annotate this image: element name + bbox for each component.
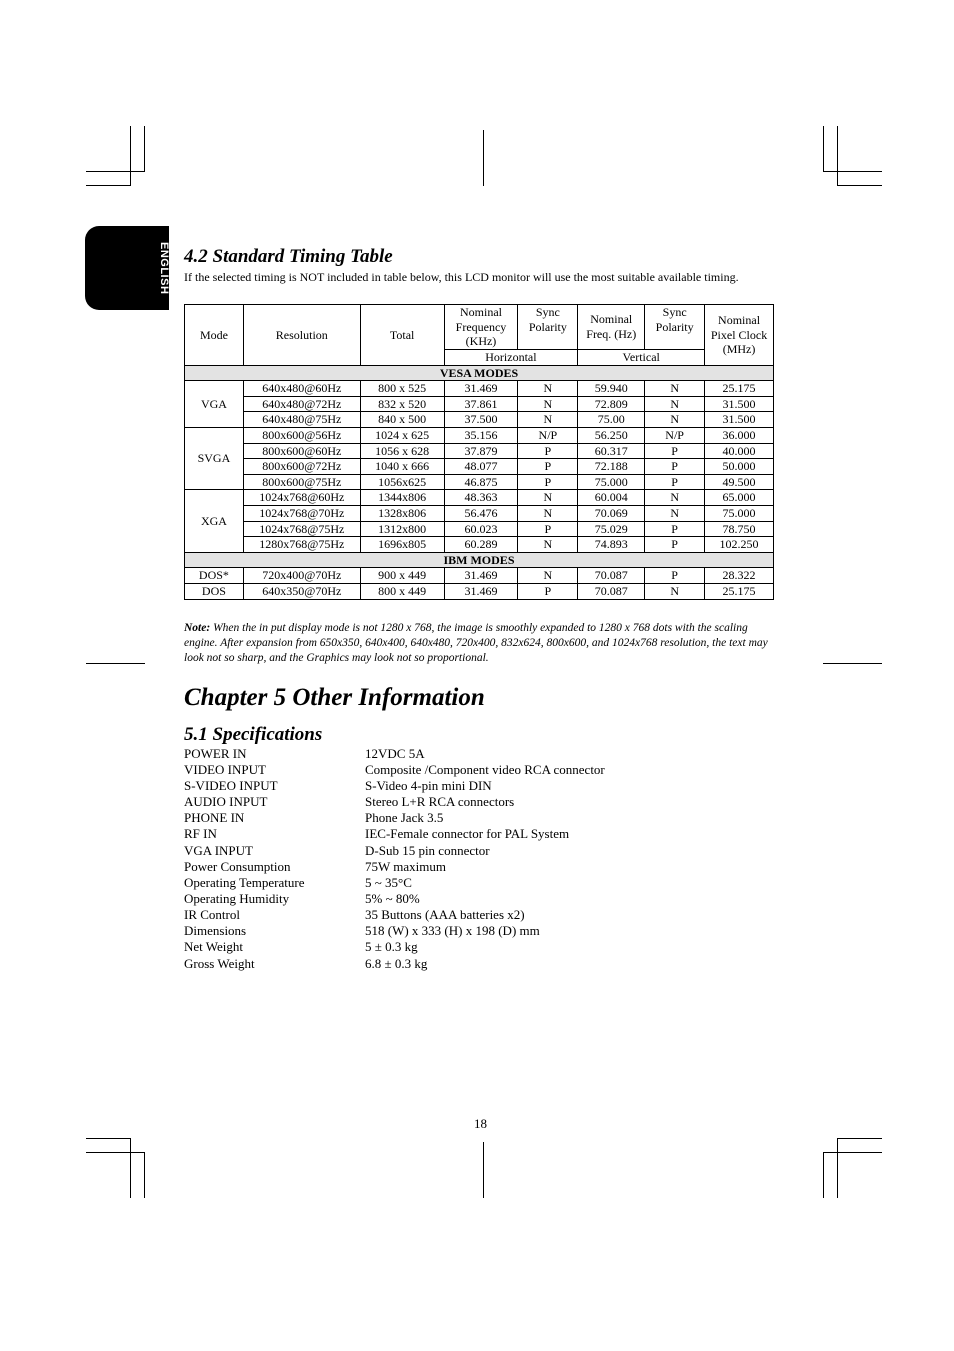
table-cell: N: [645, 381, 705, 397]
table-cell: P: [645, 521, 705, 537]
table-cell: 800x600@60Hz: [243, 443, 360, 459]
table-cell: 31.469: [444, 381, 518, 397]
header-resolution: Resolution: [243, 305, 360, 366]
table-row: [185, 490, 774, 506]
table-cell: 75.029: [578, 521, 645, 537]
page-number: 18: [474, 1116, 487, 1131]
vesa-modes-heading: VESA MODES: [185, 365, 774, 381]
spec-row: [184, 843, 784, 859]
table-cell: 800 x 449: [360, 583, 444, 599]
table-cell: 800 x 525: [360, 381, 444, 397]
table-cell: P: [518, 521, 578, 537]
table-cell: 1696x805: [360, 537, 444, 553]
table-cell: 640x480@72Hz: [243, 396, 360, 412]
spec-row: [184, 762, 784, 778]
table-cell: 1344x806: [360, 490, 444, 506]
table-row: [185, 396, 774, 412]
spec-row: [184, 923, 784, 939]
table-row: [185, 381, 774, 397]
table-cell: 60.004: [578, 490, 645, 506]
header-horizontal: Horizontal: [444, 350, 578, 366]
spec-row: [184, 956, 784, 973]
spec-name: Power Consumption: [184, 858, 291, 874]
table-cell: 46.875: [444, 474, 518, 490]
table-cell: 49.500: [705, 474, 774, 490]
table-cell: 75.000: [578, 474, 645, 490]
table-cell: 75.000: [705, 505, 774, 521]
spec-value: Phone Jack 3.5: [365, 810, 444, 826]
spec-name: Operating Temperature: [184, 874, 305, 890]
table-row: [185, 459, 774, 475]
table-cell: N: [518, 537, 578, 553]
table-cell: N: [518, 505, 578, 521]
table-cell: 1024 x 625: [360, 427, 444, 443]
table-cell: 31.469: [444, 568, 518, 584]
table-cell: 640x350@70Hz: [243, 583, 360, 599]
header-h-sync: Sync Polarity: [518, 305, 578, 350]
table-cell: N: [518, 412, 578, 428]
table-cell: 25.175: [705, 583, 774, 599]
table-cell: 65.000: [705, 490, 774, 506]
spec-value: Composite /Component video RCA connector: [365, 762, 605, 778]
spec-name: Dimensions: [184, 923, 247, 939]
table-cell: N/P: [645, 427, 705, 443]
table-cell: 31.500: [705, 412, 774, 428]
table-cell: 60.023: [444, 521, 518, 537]
table-cell: 59.940: [578, 381, 645, 397]
table-cell: 800x600@75Hz: [243, 474, 360, 490]
table-cell: 1328x806: [360, 505, 444, 521]
table-cell: N: [518, 381, 578, 397]
spec-value: 35 Buttons (AAA batteries x2): [365, 906, 525, 922]
spec-name: Net Weight: [184, 939, 244, 955]
table-row: [185, 583, 774, 599]
spec-row: [184, 875, 784, 891]
header-total: Total: [360, 305, 444, 366]
table-cell: N: [645, 412, 705, 428]
table-cell: P: [518, 459, 578, 475]
table-row: [185, 505, 774, 521]
timing-intro-text: If the selected timing is NOT included in table below, this LCD monitor will use the most suitable available timing.: [184, 270, 739, 284]
table-cell: 60.317: [578, 443, 645, 459]
table-cell: N: [645, 396, 705, 412]
table-cell: 1040 x 666: [360, 459, 444, 475]
mode-cell: DOS: [185, 583, 244, 599]
chapter-title: Chapter 5 Other Information: [184, 684, 485, 711]
table-row: [185, 521, 774, 537]
spec-value: 5% ~ 80%: [365, 890, 420, 906]
table-cell: P: [645, 568, 705, 584]
table-cell: 1024x768@70Hz: [243, 505, 360, 521]
table-row: [185, 537, 774, 553]
spec-row: [184, 939, 784, 956]
spec-value: Stereo L+R RCA connectors: [365, 794, 515, 810]
spec-row: [184, 907, 784, 923]
spec-row: [184, 778, 784, 794]
table-cell: 50.000: [705, 459, 774, 475]
table-cell: 31.469: [444, 583, 518, 599]
table-cell: N: [518, 568, 578, 584]
header-pixel-clock: Nominal Pixel Clock (MHz): [705, 305, 774, 366]
header-h-freq: Nominal Frequency (KHz): [444, 305, 518, 350]
table-cell: 37.500: [444, 412, 518, 428]
spec-name: VIDEO INPUT: [184, 762, 266, 778]
timing-table: [184, 304, 774, 600]
table-cell: 74.893: [578, 537, 645, 553]
table-cell: N: [645, 505, 705, 521]
spec-value: 75W maximum: [365, 858, 447, 874]
note-label: Note:: [184, 622, 211, 634]
table-row: [185, 568, 774, 584]
table-cell: 720x400@70Hz: [243, 568, 360, 584]
table-cell: 1312x800: [360, 521, 444, 537]
table-cell: 800x600@72Hz: [243, 459, 360, 475]
table-cell: 70.087: [578, 583, 645, 599]
table-cell: 31.500: [705, 396, 774, 412]
table-cell: 72.188: [578, 459, 645, 475]
spec-value: D-Sub 15 pin connector: [365, 842, 490, 858]
table-cell: 56.250: [578, 427, 645, 443]
table-cell: N: [645, 583, 705, 599]
table-cell: N: [518, 490, 578, 506]
table-cell: 1024x768@75Hz: [243, 521, 360, 537]
spec-value: 5 ~ 35°C: [365, 874, 412, 890]
mode-cell: DOS*: [185, 568, 244, 584]
table-cell: 102.250: [705, 537, 774, 553]
table-cell: 70.069: [578, 505, 645, 521]
table-cell: 75.00: [578, 412, 645, 428]
spec-value: 6.8 ± 0.3 kg: [365, 955, 428, 971]
spec-row: [184, 746, 784, 762]
spec-row: [184, 891, 784, 907]
table-row: [185, 443, 774, 459]
table-cell: 800x600@56Hz: [243, 427, 360, 443]
header-v-freq: Nominal Freq. (Hz): [578, 305, 645, 350]
mode-cell: VGA: [185, 381, 244, 428]
spec-row: [184, 859, 784, 875]
table-cell: P: [645, 443, 705, 459]
table-cell: 72.809: [578, 396, 645, 412]
table-cell: 40.000: [705, 443, 774, 459]
table-cell: 900 x 449: [360, 568, 444, 584]
ibm-modes-heading: IBM MODES: [185, 552, 774, 568]
table-cell: 832 x 520: [360, 396, 444, 412]
spec-value: 12VDC 5A: [365, 746, 425, 761]
table-cell: 28.322: [705, 568, 774, 584]
table-row: [185, 412, 774, 428]
spec-value: 5 ± 0.3 kg: [365, 939, 418, 955]
spec-name: RF IN: [184, 826, 217, 842]
table-row: [185, 474, 774, 490]
header-v-sync: Sync Polarity: [645, 305, 705, 350]
spec-row: [184, 794, 784, 810]
table-cell: 36.000: [705, 427, 774, 443]
table-cell: 60.289: [444, 537, 518, 553]
table-cell: 48.077: [444, 459, 518, 475]
specs-heading: 5.1 Specifications: [184, 724, 323, 745]
table-cell: 640x480@60Hz: [243, 381, 360, 397]
specs-list: [184, 746, 784, 973]
spec-value: IEC-Female connector for PAL System: [365, 826, 570, 842]
mode-cell: XGA: [185, 490, 244, 552]
spec-row: [184, 810, 784, 826]
table-cell: N/P: [518, 427, 578, 443]
table-cell: 70.087: [578, 568, 645, 584]
table-cell: 56.476: [444, 505, 518, 521]
spec-row: [184, 826, 784, 842]
table-cell: 640x480@75Hz: [243, 412, 360, 428]
table-cell: 1024x768@60Hz: [243, 490, 360, 506]
spec-name: AUDIO INPUT: [184, 794, 268, 810]
table-cell: P: [518, 443, 578, 459]
spec-name: Gross Weight: [184, 955, 255, 971]
table-cell: 48.363: [444, 490, 518, 506]
header-mode: Mode: [185, 305, 244, 366]
timing-section-heading: 4.2 Standard Timing Table: [184, 246, 393, 267]
spec-value: 518 (W) x 333 (H) x 198 (D) mm: [365, 923, 540, 939]
table-cell: 1056 x 628: [360, 443, 444, 459]
spec-value: S-Video 4-pin mini DIN: [365, 778, 492, 794]
table-cell: P: [645, 474, 705, 490]
table-cell: 37.879: [444, 443, 518, 459]
spec-name: S-VIDEO INPUT: [184, 778, 278, 794]
language-tab-label: ENGLISH: [158, 242, 170, 295]
ibm-modes-heading-row: [185, 552, 774, 568]
header-vertical: Vertical: [578, 350, 705, 366]
note-paragraph: [184, 621, 779, 666]
spec-name: IR Control: [184, 906, 240, 922]
table-cell: 1280x768@75Hz: [243, 537, 360, 553]
table-cell: P: [518, 583, 578, 599]
table-cell: 1056x625: [360, 474, 444, 490]
table-cell: 35.156: [444, 427, 518, 443]
spec-name: PHONE IN: [184, 810, 245, 826]
table-cell: P: [645, 459, 705, 475]
table-cell: N: [518, 396, 578, 412]
spec-name: Operating Humidity: [184, 890, 290, 906]
vesa-modes-heading-row: [185, 365, 774, 381]
table-cell: 78.750: [705, 521, 774, 537]
table-cell: P: [518, 474, 578, 490]
table-cell: 37.861: [444, 396, 518, 412]
table-row: [185, 427, 774, 443]
table-cell: P: [645, 537, 705, 553]
spec-name: POWER IN: [184, 746, 247, 761]
table-cell: 840 x 500: [360, 412, 444, 428]
spec-name: VGA INPUT: [184, 842, 253, 858]
note-text: When the in put display mode is not 1280 x 768, the image is smoothly expanded to 1280 x 768 dots with the scaling engine. After expansion from 650x350, 640x400, 640x480, 720x400, 832x624, 800x600, and 1024x768 resolution, the text may look not so sharp, and the Graphics may look not so proportional.: [184, 622, 768, 664]
table-cell: 25.175: [705, 381, 774, 397]
mode-cell: SVGA: [185, 427, 244, 489]
table-cell: N: [645, 490, 705, 506]
